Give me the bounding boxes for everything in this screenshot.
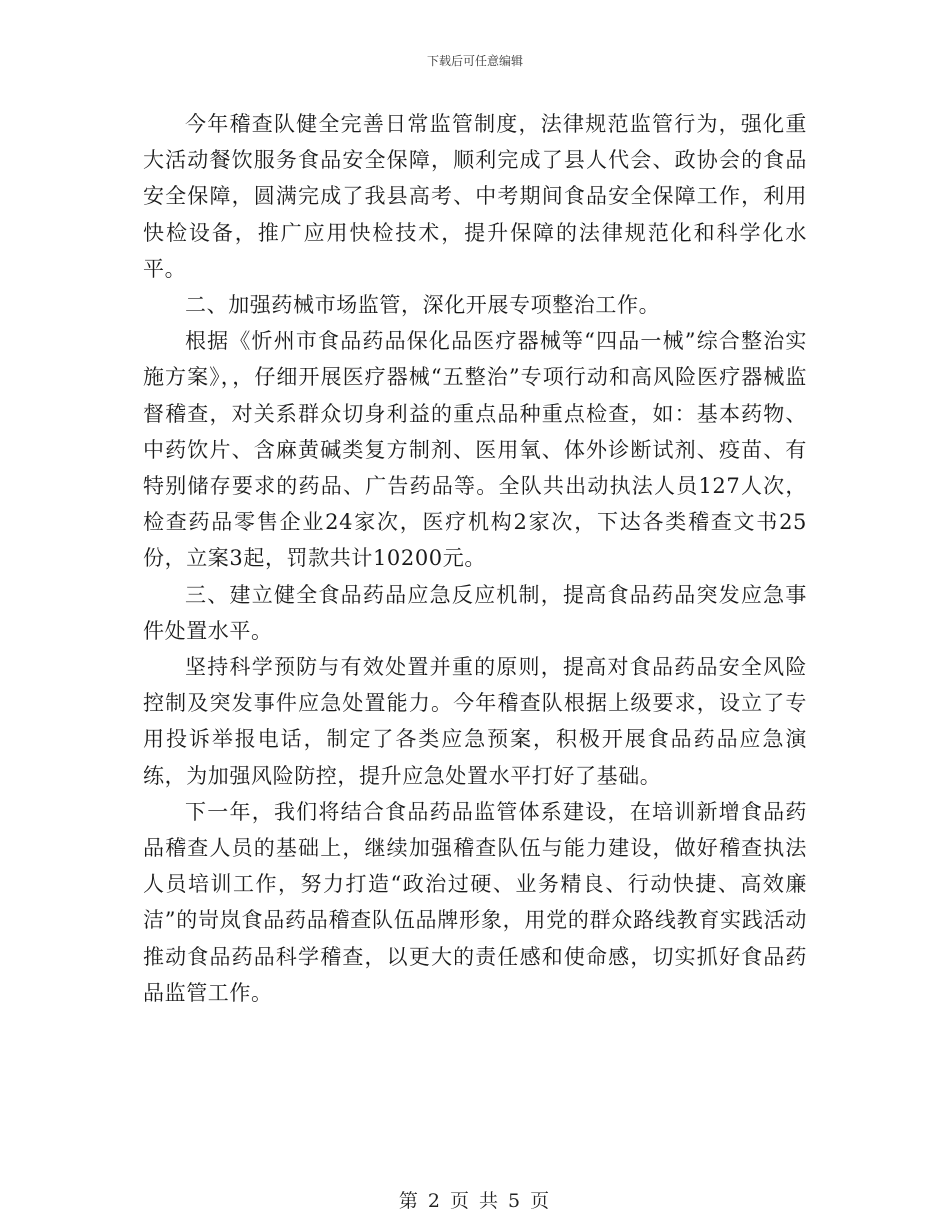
section-heading-emergency-response: 三、建立健全食品药品应急反应机制，提高食品药品突发应急事件处置水平。: [143, 582, 807, 643]
page-header: 下载后可任意编辑: [426, 54, 523, 68]
section-heading-drug-device-supervision: 二、加强药械市场监管，深化开展专项整治工作。: [185, 293, 661, 318]
page-number: 第 2 页 共 5 页: [398, 1190, 552, 1212]
paragraph-emergency-handling: 坚持科学预防与有效处置并重的原则，提高对食品药品安全风险控制及突发事件应急处置能力。今年稽查队根据上级要求，设立了专用投诉举报电话，制定了各类应急预案，积极开展食品药品应急演练，为加强风险防控，提升应急处置水平打好了基础。: [143, 655, 807, 788]
document-body: [143, 106, 807, 1011]
paragraph-device-inspection: 根据《忻州市食品药品保化品医疗器械等“四品一械”综合整治实施方案》，，仔细开展医疗器械“五整治”专项行动和高风险医疗器械监督稽查，对关系群众切身利益的重点品种重点检查，如：基本药物、中药饮片、含麻黄碱类复方制剂、医用氧、体外诊断试剂、疫苗、有特别储存要求的药品、广告药品等。全队共出动执法人员127人次，检查药品零售企业24家次，医疗机构2家次，下达各类稽查文书25份，立案3起，罚款共计10200元。: [143, 329, 807, 571]
paragraph-next-year-plan: 下一年，我们将结合食品药品监管体系建设，在培训新增食品药品稽查人员的基础上，继续加强稽查队伍与能力建设，做好稽查执法人员培训工作，努力打造“政治过硬、业务精良、行动快捷、高效廉洁”的岢岚食品药品稽查队伍品牌形象，用党的群众路线教育实践活动推动食品药品科学稽查，以更大的责任感和使命感，切实抓好食品药品监管工作。: [143, 799, 807, 1005]
paragraph-food-safety-assurance: 今年稽查队健全完善日常监管制度，法律规范监管行为，强化重大活动餐饮服务食品安全保障，顺利完成了县人代会、政协会的食品安全保障，圆满完成了我县高考、中考期间食品安全保障工作，利用快检设备，推广应用快检技术，提升保障的法律规范化和科学化水平。: [143, 112, 807, 281]
